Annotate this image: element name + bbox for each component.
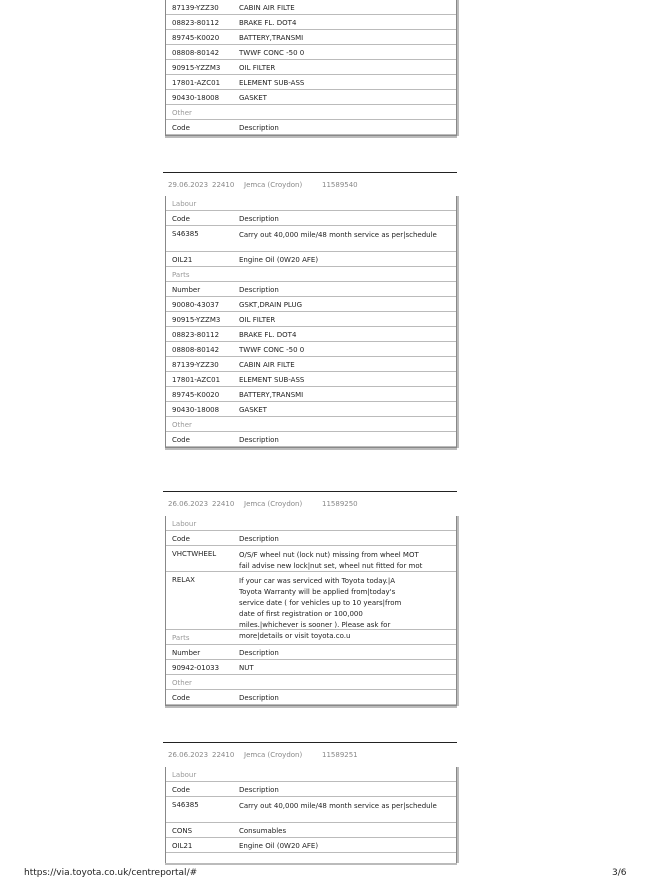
invoice-number: 11589540 (322, 181, 358, 189)
table-row: 90942-01033 NUT (166, 660, 456, 675)
dealer-name: Jemca (Croydon) (244, 751, 303, 759)
table-row: 08808-80142 TWWF CONC -50 0 (166, 342, 456, 357)
table-row: 87139-YZZ30 CABIN AIR FILTE (166, 0, 456, 15)
table-row: CONS Consumables (166, 823, 456, 838)
table-row: 08823-80112 BRAKE FL. DOT4 (166, 327, 456, 342)
record-date: 26.06.2023 (168, 500, 209, 508)
other-section-label: Other (166, 675, 456, 690)
parts-section-label: Parts (166, 630, 456, 645)
table-row: 17801-AZC01 ELEMENT SUB-ASS (166, 372, 456, 387)
dealer-name: Jemca (Croydon) (244, 500, 303, 508)
dealer-code: 22410 (212, 181, 235, 189)
other-header-row: Code Description (166, 120, 456, 135)
parts-header-row: Number Description (166, 645, 456, 660)
invoice-number: 11589251 (322, 751, 358, 759)
labour-section-label: Labour (166, 767, 456, 782)
table-row: 17801-AZC01 ELEMENT SUB-ASS (166, 75, 456, 90)
other-header-row: Code Description (166, 432, 456, 447)
table-row: 87139-YZZ30 CABIN AIR FILTE (166, 357, 456, 372)
table-row: OIL21 Engine Oil (0W20 AFE) (166, 252, 456, 267)
table-row: 08823-80112 BRAKE FL. DOT4 (166, 15, 456, 30)
section-divider (163, 491, 457, 492)
record-date: 26.06.2023 (168, 751, 209, 759)
parts-header-row: Number Description (166, 282, 456, 297)
table-row: 90915-YZZM3 OIL FILTER (166, 60, 456, 75)
table-row: 90915-YZZM3 OIL FILTER (166, 312, 456, 327)
labour-section-label: Labour (166, 196, 456, 211)
labour-section-label: Labour (166, 516, 456, 531)
table-row: S46385 Carry out 40,000 mile/48 month service as per|schedule (166, 226, 456, 252)
other-section-label: Other (166, 417, 456, 432)
table-row: S46385 Carry out 40,000 mile/48 month service as per|schedule (166, 797, 456, 823)
parts-section-label: Parts (166, 267, 456, 282)
section-divider (163, 742, 457, 743)
table-row: VHCTWHEEL O/S/F wheel nut (lock nut) missing from wheel MOT fail advise new lock|nut set, wheel nut fitted for mot (166, 546, 456, 572)
table-row: 90080-43037 GSKT,DRAIN PLUG (166, 297, 456, 312)
dealer-code: 22410 (212, 500, 235, 508)
page-number: 3/6 (612, 868, 627, 878)
service-record-table (165, 767, 457, 863)
table-row: RELAX If your car was serviced with Toyota today.|A Toyota Warranty will be applied from|today's service date ( for vehicles up to 10 years|from date of first registration or 100,000 miles.|whichever is sooner ). Please ask for more|details or visit toyota.co.u (166, 572, 456, 630)
record-date: 29.06.2023 (168, 181, 209, 189)
other-header-row: Code Description (166, 690, 456, 705)
dealer-name: Jemca (Croydon) (244, 181, 303, 189)
page-url[interactable]: https://via.toyota.co.uk/centreportal/# (24, 868, 198, 878)
parts-table-continued (165, 0, 457, 136)
other-section-label: Other (166, 105, 456, 120)
table-row: 08808-80142 TWWF CONC -50 0 (166, 45, 456, 60)
table-row: 89745-K0020 BATTERY,TRANSMI (166, 387, 456, 402)
dealer-code: 22410 (212, 751, 235, 759)
labour-header-row: Code Description (166, 782, 456, 797)
service-record-table (165, 516, 457, 706)
service-record-table (165, 196, 457, 448)
table-row: OIL21 Engine Oil (0W20 AFE) (166, 838, 456, 853)
table-row: 89745-K0020 BATTERY,TRANSMI (166, 30, 456, 45)
section-divider (163, 172, 457, 173)
labour-header-row: Code Description (166, 531, 456, 546)
invoice-number: 11589250 (322, 500, 358, 508)
table-row: 90430-18008 GASKET (166, 90, 456, 105)
table-row: 90430-18008 GASKET (166, 402, 456, 417)
labour-header-row: Code Description (166, 211, 456, 226)
